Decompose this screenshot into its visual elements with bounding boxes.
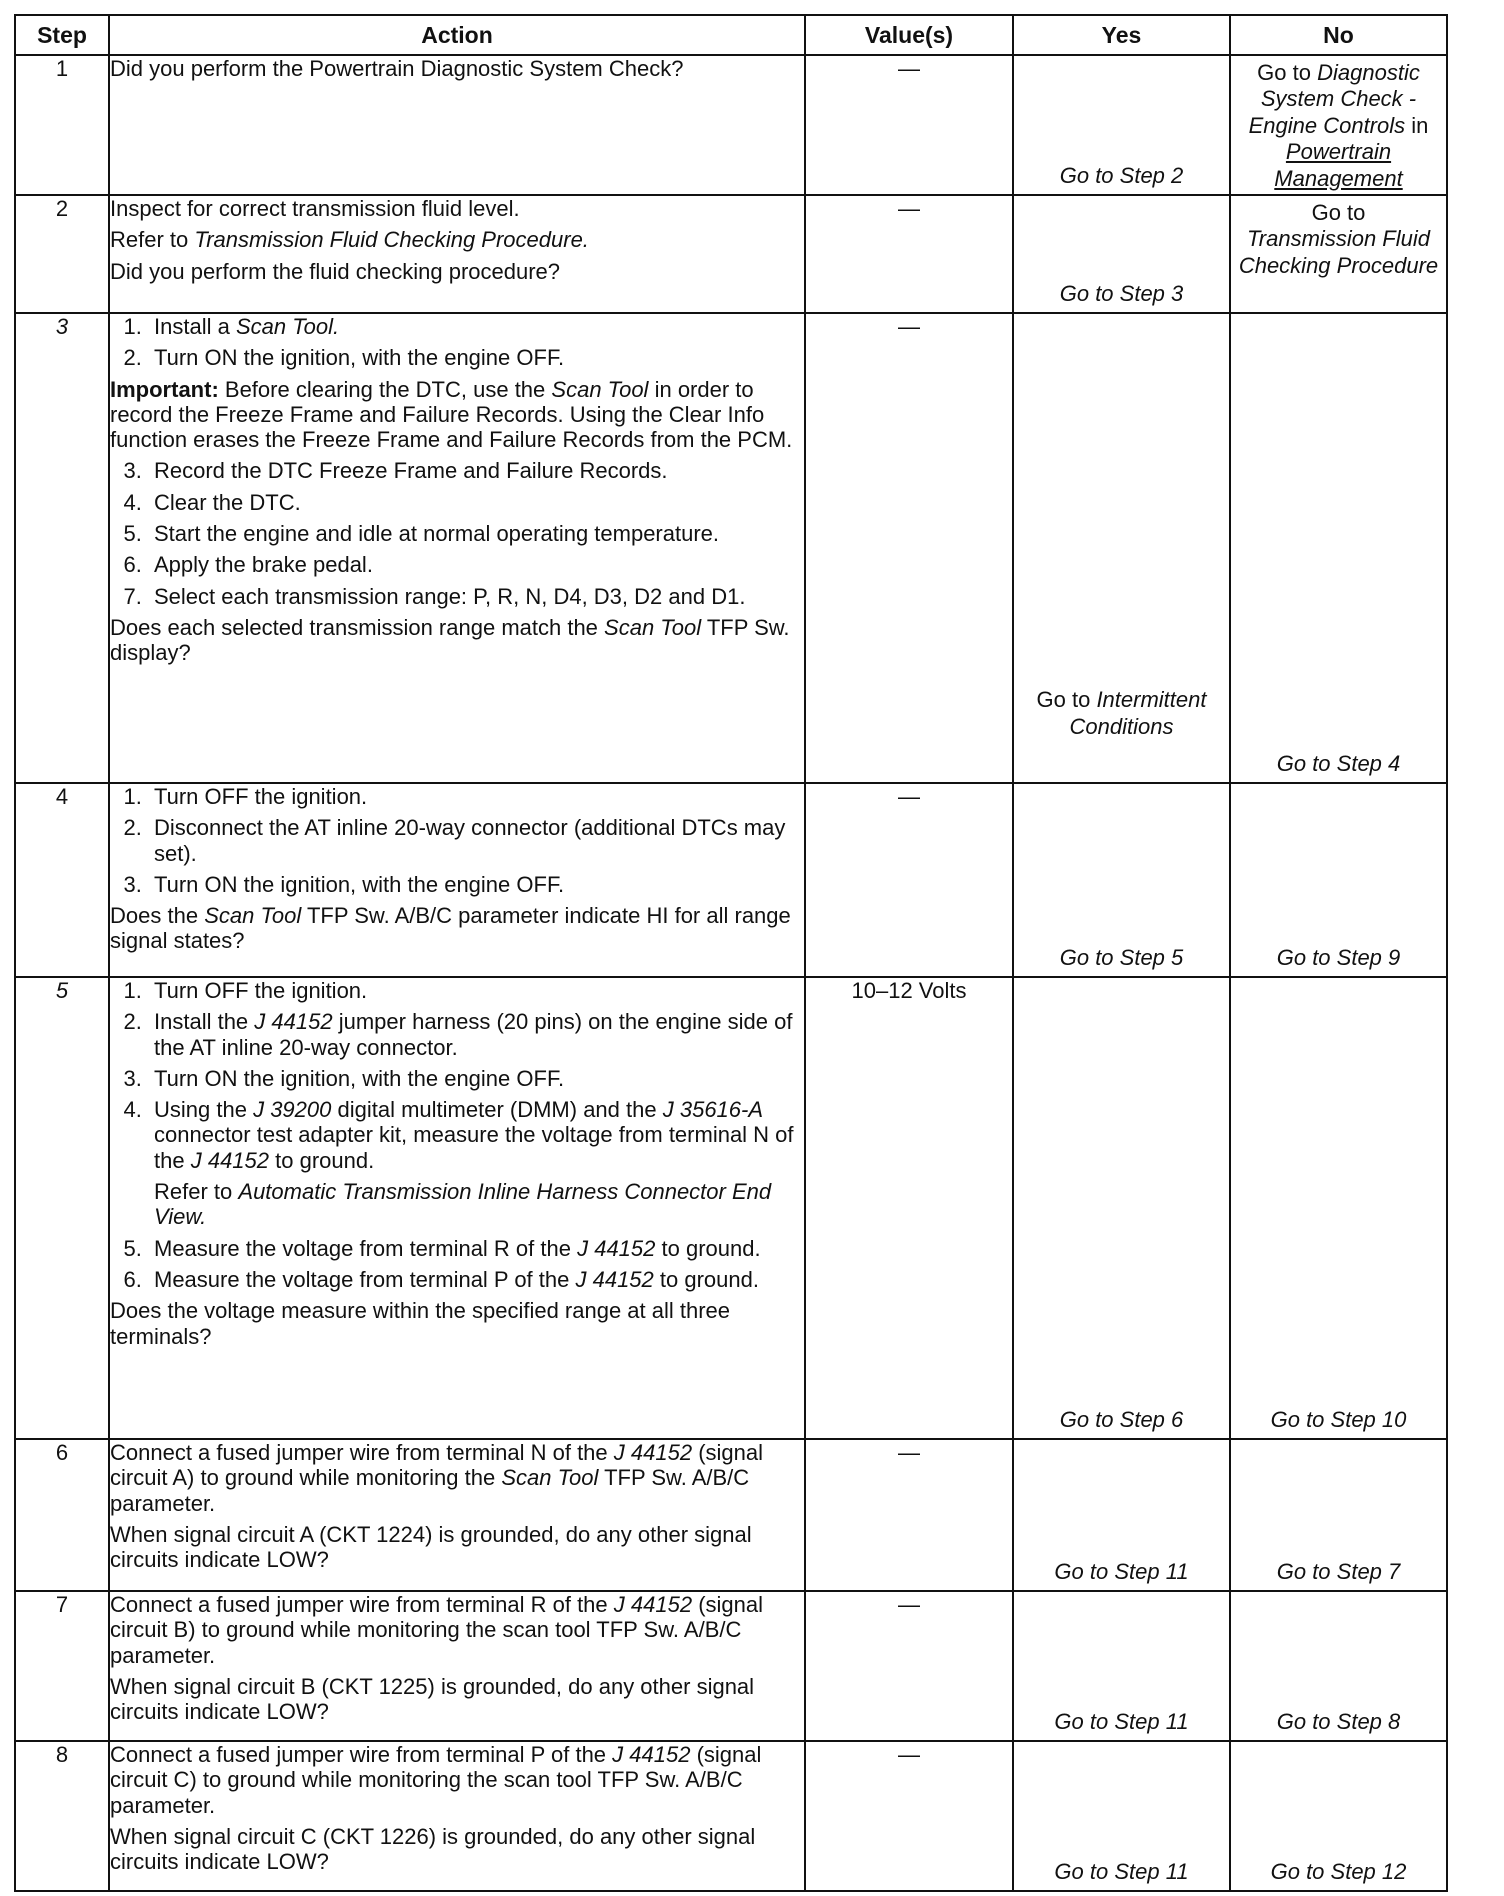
no-cell	[1230, 1439, 1447, 1591]
action-question: When signal circuit C (CKT 1226) is grounded, do any other signal circuits indicate LOW?	[110, 1823, 756, 1875]
header-row	[15, 15, 1447, 55]
header-step: Step	[15, 15, 109, 55]
refer-link[interactable]: Automatic Transmission Inline Harness Connector End View.	[154, 1179, 772, 1230]
yes-link[interactable]: Go to Step 11	[1054, 1708, 1189, 1734]
refer-prefix: Refer to	[110, 227, 189, 253]
action-cell	[109, 1741, 805, 1891]
no-cell	[1230, 783, 1447, 977]
table-row	[15, 1741, 1447, 1891]
yes-cell	[1013, 1591, 1230, 1741]
yes-link[interactable]: Go to Step 5	[1059, 944, 1184, 970]
header-values: Value(s)	[805, 15, 1013, 55]
no-cell	[1230, 195, 1447, 313]
action-question: Did you perform the fluid checking procedure?	[110, 258, 561, 284]
yes-prefix: Go to	[1036, 687, 1091, 713]
action-cell	[109, 1591, 805, 1741]
no-link[interactable]: Transmission Fluid Checking Procedure	[1238, 226, 1439, 278]
yes-cell	[1013, 55, 1230, 195]
action-cell	[109, 313, 805, 783]
yes-link[interactable]: Go to Step 11	[1054, 1858, 1189, 1884]
no-tail[interactable]: Powertrain Management	[1274, 139, 1403, 191]
action-step: 7. Select each transmission range: P, R, N, D4, D3, D2 and D1.	[148, 584, 804, 609]
action-cell	[109, 195, 805, 313]
action-step: 3. Record the DTC Freeze Frame and Failure Records.	[148, 458, 804, 483]
step-number: 7	[15, 1591, 109, 1741]
no-link[interactable]: Go to Step 4	[1276, 750, 1401, 776]
refer-link[interactable]: Transmission Fluid Checking Procedure.	[194, 227, 589, 253]
value-cell: —	[805, 55, 1013, 195]
yes-link[interactable]: Go to Step 6	[1059, 1406, 1184, 1432]
diagnostic-table	[14, 14, 1448, 1892]
value-cell: —	[805, 1439, 1013, 1591]
action-question: When signal circuit B (CKT 1225) is grounded, do any other signal circuits indicate LOW?	[110, 1673, 755, 1725]
refer-note: Refer to Automatic Transmission Inline Harness Connector End View.	[154, 1179, 772, 1230]
action-step: 5. Measure the voltage from terminal R of the J 44152 to ground.	[148, 1236, 804, 1261]
important-note: Important: Before clearing the DTC, use the Scan Tool in order to record the Freeze Frame and Failure Records. Using the Clear Info function erases the Freeze Frame and Failure Records from the PCM.	[110, 376, 793, 453]
no-cell	[1230, 313, 1447, 783]
no-prefix: Go to	[1257, 60, 1311, 85]
action-step: 2. Install the J 44152 jumper harness (20 pins) on the engine side of the AT inline 20-way connector.	[148, 1009, 804, 1060]
action-step: 3. Turn ON the ignition, with the engine OFF.	[148, 1066, 804, 1091]
no-link[interactable]: Go to Step 7	[1276, 1558, 1401, 1584]
step-number: 1	[15, 55, 109, 195]
action-question: When signal circuit A (CKT 1224) is grounded, do any other signal circuits indicate LOW?	[110, 1521, 752, 1573]
yes-cell	[1013, 1439, 1230, 1591]
yes-link[interactable]: Go to Step 11	[1054, 1558, 1189, 1584]
action-step: 6. Measure the voltage from terminal P of the J 44152 to ground.	[148, 1267, 804, 1292]
action-step: 1. Install a Scan Tool.	[148, 314, 804, 339]
action-step: 3. Turn ON the ignition, with the engine OFF.	[148, 872, 804, 897]
no-link[interactable]: Diagnostic System Check - Engine Controls	[1248, 60, 1420, 138]
step-number: 2	[15, 195, 109, 313]
table-row	[15, 55, 1447, 195]
action-step: 6. Apply the brake pedal.	[148, 552, 804, 577]
no-prefix: Go to	[1311, 200, 1366, 225]
step-number: 5	[15, 977, 109, 1439]
no-cell	[1230, 1591, 1447, 1741]
table-row	[15, 1439, 1447, 1591]
action-text: Inspect for correct transmission fluid level.	[110, 196, 520, 221]
yes-cell	[1013, 195, 1230, 313]
value-cell: —	[805, 313, 1013, 783]
value-cell: —	[805, 1591, 1013, 1741]
yes-cell	[1013, 977, 1230, 1439]
action-step: 5. Start the engine and idle at normal operating temperature.	[148, 521, 804, 546]
header-no: No	[1230, 15, 1447, 55]
no-cell	[1230, 977, 1447, 1439]
action-question: Does each selected transmission range match the Scan Tool TFP Sw. display?	[110, 614, 790, 666]
no-cell	[1230, 1741, 1447, 1891]
no-mid: in	[1411, 112, 1429, 138]
action-question: Does the Scan Tool TFP Sw. A/B/C parameter indicate HI for all range signal states?	[110, 903, 791, 954]
action-step: 2. Turn ON the ignition, with the engine OFF.	[148, 345, 804, 370]
no-link[interactable]: Go to Step 12	[1270, 1858, 1407, 1884]
yes-cell	[1013, 783, 1230, 977]
value-cell: 10–12 Volts	[805, 977, 1013, 1439]
action-step: 4. Clear the DTC.	[148, 490, 804, 515]
step-number: 8	[15, 1741, 109, 1891]
table-row	[15, 313, 1447, 783]
yes-link[interactable]: Intermittent Conditions	[1069, 687, 1207, 739]
no-cell	[1230, 55, 1447, 195]
action-cell	[109, 55, 805, 195]
action-question: Did you perform the Powertrain Diagnostic System Check?	[110, 56, 684, 81]
action-step: 1. Turn OFF the ignition.	[148, 978, 804, 1003]
no-link[interactable]: Go to Step 10	[1270, 1406, 1407, 1432]
value-cell: —	[805, 783, 1013, 977]
action-text: Connect a fused jumper wire from terminal N of the J 44152 (signal circuit A) to ground while monitoring the Scan Tool TFP Sw. A/B/C parameter.	[110, 1440, 764, 1516]
action-text: Connect a fused jumper wire from terminal P of the J 44152 (signal circuit C) to ground while monitoring the scan tool TFP Sw. A/B/C parameter.	[110, 1742, 762, 1818]
table-row	[15, 195, 1447, 313]
no-link[interactable]: Go to Step 8	[1276, 1708, 1401, 1734]
value-cell: —	[805, 1741, 1013, 1891]
header-action: Action	[109, 15, 805, 55]
action-text: Connect a fused jumper wire from terminal R of the J 44152 (signal circuit B) to ground while monitoring the scan tool TFP Sw. A/B/C parameter.	[110, 1592, 764, 1668]
action-cell	[109, 977, 805, 1439]
value-cell: —	[805, 195, 1013, 313]
table-row	[15, 783, 1447, 977]
yes-cell	[1013, 313, 1230, 783]
step-number: 6	[15, 1439, 109, 1591]
action-cell	[109, 1439, 805, 1591]
action-step: 2. Disconnect the AT inline 20-way connector (additional DTCs may set).	[148, 815, 804, 866]
action-step: 1. Turn OFF the ignition.	[148, 784, 804, 809]
step-number: 3	[15, 313, 109, 783]
header-yes: Yes	[1013, 15, 1230, 55]
step-number: 4	[15, 783, 109, 977]
yes-cell	[1013, 1741, 1230, 1891]
table-row	[15, 1591, 1447, 1741]
yes-link[interactable]: Go to Step 2	[1059, 162, 1184, 188]
action-cell	[109, 783, 805, 977]
table-row	[15, 977, 1447, 1439]
action-step: 4. Using the J 39200 digital multimeter (DMM) and the J 35616-A connector test adapter kit, measure the voltage from terminal N of the J 44152 to ground.	[148, 1097, 804, 1173]
no-link[interactable]: Go to Step 9	[1276, 944, 1401, 970]
action-question: Does the voltage measure within the specified range at all three terminals?	[110, 1298, 731, 1349]
yes-link[interactable]: Go to Step 3	[1059, 280, 1184, 306]
